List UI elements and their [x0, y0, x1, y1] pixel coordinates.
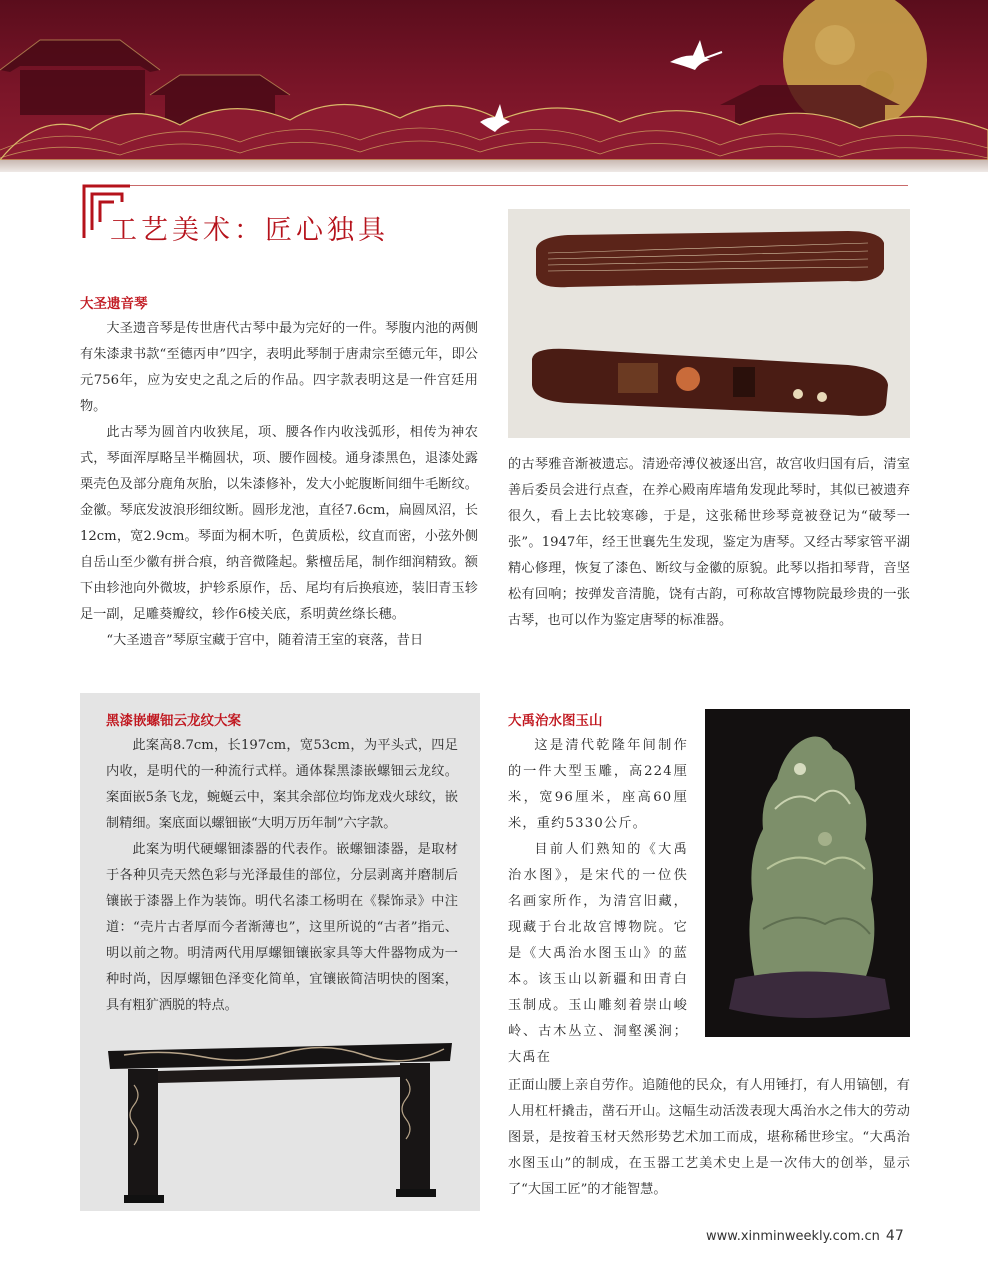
jade-heading: 大禹治水图玉山 — [508, 713, 603, 729]
page-number: 47 — [885, 1228, 904, 1244]
lacquer-table-photo — [104, 1025, 456, 1205]
jade-paragraph: 目前人们熟知的《大禹治水图》，是宋代的一位佚名画家所作，为清宫旧藏，现藏于台北故宫博物院。它是《大禹治水图玉山》的蓝本。该玉山以新疆和田青白玉制成。玉山雕刻着崇山峻岭、古木丛立、洞壑溪涧；大禹在 — [508, 842, 688, 1065]
header-rule — [130, 185, 908, 186]
lacquer-table-heading: 黑漆嵌螺钿云龙纹大案 — [106, 713, 241, 729]
guqin-paragraph: 此古琴为圆首内收狭尾，项、腰各作内收浅弧形，相传为神农式，琴面浑厚略呈半椭圆状，项、腰作圆棱。通身漆黑色，退漆处露栗壳色及部分鹿角灰胎，以朱漆修补，发大小蛇腹断间细牛毛断纹。金徽。琴底发波浪形细纹断。圆形龙池，直径7.6cm，扁圆凤沼，长12cm，宽2.9cm。琴面为桐木听，色黄质松，纹直而密，小弦外侧自岳山至少徽有拼合痕，纳音微隆起。紫檀岳尾，制作细润精致。额下由轸池向外微坡，护轸系原作，岳、尾均有后换痕迹，装旧青玉轸足一副，足雕葵瓣纹，轸作6棱关底，系明黄丝绦长穗。 — [80, 425, 478, 622]
page-footer — [706, 1228, 904, 1244]
palace-cloud-illustration — [0, 0, 988, 160]
jade-paragraph: 正面山腰上亲自劳作。追随他的民众，有人用锤打，有人用镐刨，有人用杠杆撬击，凿石开山。这幅生动活泼表现大禹治水之伟大的劳动图景，是按着玉材天然形势艺术加工而成，堪称稀世珍宝。“大禹治水图玉山”的制成，在玉器工艺美术史上是一次伟大的创举，显示了“大国工匠”的才能智慧。 — [508, 1078, 910, 1197]
guqin-top-view — [536, 231, 884, 287]
lacquer-table-text — [106, 733, 458, 1019]
guqin-paragraph: 大圣遗音琴是传世唐代古琴中最为完好的一件。琴腹内池的两侧有朱漆隶书款“至德丙申”四字，表明此琴制于唐肃宗至德元年，即公元756年，应为安史之乱之后的作品。四字款表明这是一件宫廷用物。 — [80, 321, 478, 414]
jade-text-wide — [508, 1073, 910, 1203]
section-title: 工艺美术：匠心独具 — [110, 215, 389, 246]
lacquer-table-paragraph: 此案为明代硬螺钿漆器的代表作。嵌螺钿漆器，是取材于各种贝壳天然色彩与光泽最佳的部位，分层剥离并磨制后镶嵌于漆器上作为装饰。明代名漆工杨明在《髹饰录》中注道：“壳片古者厚而今者渐薄也”，这里所说的“古者”指元、明以前之物。明清两代用厚螺钿镶嵌家具等大件器物成为一种时尚，因厚螺钿色泽变化简单，宜镶嵌简洁明快的图案，具有粗犷洒脱的特点。 — [106, 842, 458, 1013]
lacquer-table-paragraph: 此案高8.7cm，长197cm，宽53cm，为平头式，四足内收，是明代的一种流行式样。通体髹黑漆嵌螺钿云龙纹。案面嵌5条飞龙，蜿蜒云中，案其余部位均饰龙戏火球纹，嵌制精细。案底面以螺钿嵌“大明万历年制”六字款。 — [106, 738, 458, 831]
guqin-photo — [508, 209, 910, 438]
jade-paragraph: 这是清代乾隆年间制作的一件大型玉雕，高224厘米，宽96厘米，座高60厘米，重约5330公斤。 — [508, 738, 688, 831]
decorative-banner — [0, 0, 988, 160]
footer-url[interactable]: www.xinminweekly.com.cn — [706, 1229, 880, 1244]
guqin-paragraph: “大圣遗音”琴原宝藏于宫中，随着清王室的衰落，昔日 — [106, 633, 424, 648]
jade-text-narrow — [508, 733, 688, 1071]
crane-icon — [670, 40, 722, 70]
guqin-heading: 大圣遗音琴 — [80, 296, 148, 312]
jade-mountain-photo — [705, 709, 910, 1037]
guqin-bottom-view — [532, 349, 888, 416]
guqin-article-left — [80, 292, 478, 654]
guqin-article-right — [508, 452, 910, 634]
banner-border — [0, 160, 988, 172]
guqin-paragraph: 的古琴雅音渐被遗忘。清逊帝溥仪被逐出宫，故宫收归国有后，清室善后委员会进行点查，在养心殿南库墙角发现此琴时，其似已被遗弃很久，看上去比较寒碜，于是，这张稀世珍琴竟被登记为“破琴一张”。1947年，经王世襄先生发现，鉴定为唐琴。又经古琴家管平湖精心修理，恢复了漆色、断纹与金徽的原貌。此琴以指扣琴背，音坚松有回响；按弹发音清脆，饶有古韵，可称故宫博物院最珍贵的一张古琴，也可以作为鉴定唐琴的标准器。 — [508, 457, 910, 628]
